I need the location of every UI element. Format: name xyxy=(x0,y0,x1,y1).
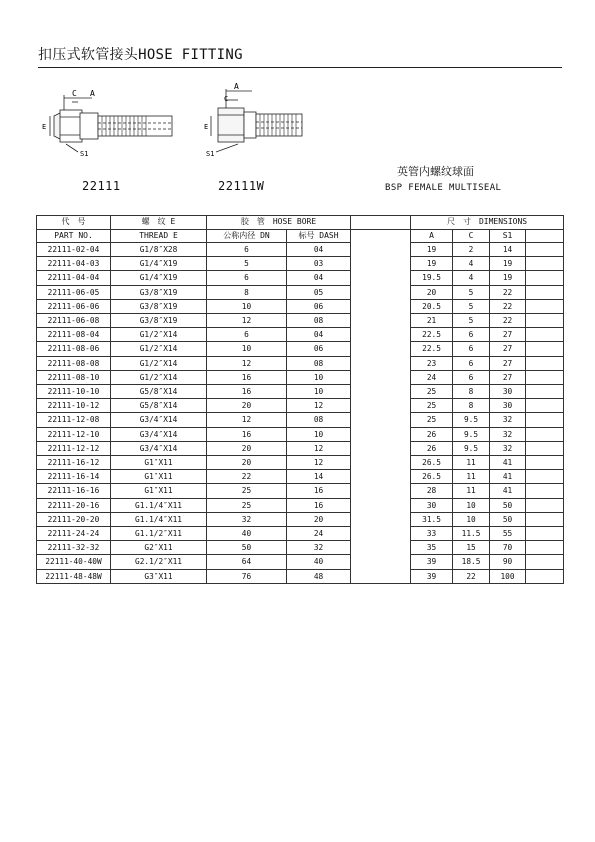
cell-dash: 14 xyxy=(287,470,351,484)
cell-s1: 22 xyxy=(490,285,526,299)
cell-a: 28 xyxy=(411,484,453,498)
table-row xyxy=(37,470,564,484)
cell-s1: 27 xyxy=(490,370,526,384)
trailing-cell xyxy=(526,243,564,257)
description-cn: 英管内螺纹球面 xyxy=(397,165,474,178)
cell-dn: 76 xyxy=(207,569,287,583)
table-row xyxy=(37,370,564,384)
trailing-cell xyxy=(526,399,564,413)
cell-thread: G1.1/4″X11 xyxy=(111,512,207,526)
cell-thread: G2″X11 xyxy=(111,541,207,555)
cell-s1: 32 xyxy=(490,441,526,455)
trailing-cell xyxy=(526,370,564,384)
header-a: A xyxy=(411,229,453,243)
cell-dn: 12 xyxy=(207,413,287,427)
spacer-cell xyxy=(351,555,411,569)
cell-s1: 14 xyxy=(490,243,526,257)
cell-dash: 04 xyxy=(287,328,351,342)
cell-part-no: 22111-06-05 xyxy=(37,285,111,299)
trailing-cell xyxy=(526,456,564,470)
cell-c: 5 xyxy=(453,314,490,328)
trailing-cell xyxy=(526,385,564,399)
cell-c: 11.5 xyxy=(453,527,490,541)
cell-c: 6 xyxy=(453,370,490,384)
description-en: BSP FEMALE MULTISEAL xyxy=(385,183,502,193)
cell-a: 24 xyxy=(411,370,453,384)
header-dn: 公称内径 DN xyxy=(207,229,287,243)
title-divider xyxy=(38,67,562,68)
cell-dash: 04 xyxy=(287,271,351,285)
cell-c: 10 xyxy=(453,512,490,526)
cell-part-no: 22111-12-10 xyxy=(37,427,111,441)
cell-a: 19 xyxy=(411,257,453,271)
cell-thread: G1/2″X14 xyxy=(111,328,207,342)
cell-thread: G5/8″X14 xyxy=(111,385,207,399)
cell-s1: 27 xyxy=(490,356,526,370)
spacer-cell xyxy=(351,527,411,541)
cell-c: 10 xyxy=(453,498,490,512)
cell-a: 19.5 xyxy=(411,271,453,285)
cell-a: 20 xyxy=(411,285,453,299)
table-row xyxy=(37,342,564,356)
trailing-cell xyxy=(526,527,564,541)
cell-part-no: 22111-12-08 xyxy=(37,413,111,427)
cell-c: 8 xyxy=(453,385,490,399)
cell-s1: 22 xyxy=(490,314,526,328)
cell-s1: 90 xyxy=(490,555,526,569)
cell-dn: 8 xyxy=(207,285,287,299)
header-dash: 标号 DASH xyxy=(287,229,351,243)
cell-s1: 30 xyxy=(490,385,526,399)
cell-dn: 6 xyxy=(207,243,287,257)
cell-c: 6 xyxy=(453,356,490,370)
cell-part-no: 22111-20-20 xyxy=(37,512,111,526)
spacer-cell xyxy=(351,456,411,470)
label-c: C xyxy=(224,95,229,103)
trailing-cell xyxy=(526,285,564,299)
cell-s1: 22 xyxy=(490,299,526,313)
cell-a: 30 xyxy=(411,498,453,512)
label-s1: S1 xyxy=(80,150,89,158)
table-row xyxy=(37,271,564,285)
cell-part-no: 22111-10-10 xyxy=(37,385,111,399)
cell-dn: 20 xyxy=(207,399,287,413)
trailing-cell xyxy=(526,441,564,455)
table-row xyxy=(37,257,564,271)
cell-dash: 24 xyxy=(287,527,351,541)
cell-dash: 10 xyxy=(287,370,351,384)
cell-dash: 16 xyxy=(287,484,351,498)
header-row-1 xyxy=(37,216,564,230)
spacer-cell xyxy=(351,512,411,526)
header-dimensions: 尺 寸 DIMENSIONS xyxy=(411,216,564,230)
table-row xyxy=(37,441,564,455)
cell-dn: 10 xyxy=(207,299,287,313)
cell-a: 25 xyxy=(411,385,453,399)
table-row xyxy=(37,399,564,413)
cell-c: 4 xyxy=(453,257,490,271)
cell-a: 21 xyxy=(411,314,453,328)
cell-dn: 20 xyxy=(207,456,287,470)
cell-thread: G1″X11 xyxy=(111,484,207,498)
cell-part-no: 22111-04-04 xyxy=(37,271,111,285)
header-part-cn: 代 号 xyxy=(37,216,111,230)
cell-part-no: 22111-16-14 xyxy=(37,470,111,484)
cell-thread: G2.1/2″X11 xyxy=(111,555,207,569)
cell-dash: 12 xyxy=(287,456,351,470)
header-thread-en: THREAD E xyxy=(111,229,207,243)
table-row xyxy=(37,555,564,569)
table-row xyxy=(37,413,564,427)
cell-c: 6 xyxy=(453,342,490,356)
trailing-cell xyxy=(526,328,564,342)
table-row xyxy=(37,427,564,441)
spacer-cell xyxy=(351,356,411,370)
cell-part-no: 22111-40-40W xyxy=(37,555,111,569)
table-row xyxy=(37,541,564,555)
cell-dash: 03 xyxy=(287,257,351,271)
spacer-cell xyxy=(351,399,411,413)
header-c: C xyxy=(453,229,490,243)
cell-c: 18.5 xyxy=(453,555,490,569)
cell-dn: 6 xyxy=(207,271,287,285)
cell-dash: 48 xyxy=(287,569,351,583)
spacer-cell xyxy=(351,243,411,257)
spacer-cell xyxy=(351,257,411,271)
cell-thread: G5/8″X14 xyxy=(111,399,207,413)
spacer-cell xyxy=(351,328,411,342)
cell-a: 20.5 xyxy=(411,299,453,313)
header-part-en: PART NO. xyxy=(37,229,111,243)
spacer-cell xyxy=(351,370,411,384)
spacer-cell xyxy=(351,413,411,427)
cell-dash: 05 xyxy=(287,285,351,299)
cell-s1: 41 xyxy=(490,484,526,498)
label-s1: S1 xyxy=(206,150,215,158)
cell-a: 39 xyxy=(411,569,453,583)
table-row xyxy=(37,243,564,257)
cell-dn: 5 xyxy=(207,257,287,271)
cell-s1: 100 xyxy=(490,569,526,583)
cell-dn: 25 xyxy=(207,498,287,512)
label-e: E xyxy=(42,123,47,131)
cell-thread: G1/8″X28 xyxy=(111,243,207,257)
cell-part-no: 22111-08-08 xyxy=(37,356,111,370)
header-thread-cn: 螺 纹 E xyxy=(111,216,207,230)
cell-a: 31.5 xyxy=(411,512,453,526)
trailing-cell xyxy=(526,342,564,356)
cell-part-no: 22111-16-16 xyxy=(37,484,111,498)
cell-thread: G3/8″X19 xyxy=(111,285,207,299)
cell-a: 33 xyxy=(411,527,453,541)
table-row xyxy=(37,314,564,328)
cell-dn: 22 xyxy=(207,470,287,484)
cell-part-no: 22111-10-12 xyxy=(37,399,111,413)
cell-c: 9.5 xyxy=(453,413,490,427)
model-number-22111w: 22111W xyxy=(218,179,265,193)
cell-c: 6 xyxy=(453,328,490,342)
spacer-cell xyxy=(351,427,411,441)
header-s1: S1 xyxy=(490,229,526,243)
cell-part-no: 22111-32-32 xyxy=(37,541,111,555)
spacer-cell xyxy=(351,541,411,555)
specification-table xyxy=(36,215,564,584)
cell-thread: G1/2″X14 xyxy=(111,356,207,370)
cell-dn: 12 xyxy=(207,314,287,328)
spacer-cell xyxy=(351,385,411,399)
cell-dn: 12 xyxy=(207,356,287,370)
cell-dn: 50 xyxy=(207,541,287,555)
cell-thread: G1/4″X19 xyxy=(111,257,207,271)
cell-dn: 10 xyxy=(207,342,287,356)
cell-c: 5 xyxy=(453,299,490,313)
cell-s1: 27 xyxy=(490,342,526,356)
trailing-cell xyxy=(526,257,564,271)
cell-a: 26.5 xyxy=(411,470,453,484)
cell-a: 26 xyxy=(411,427,453,441)
spacer-cell xyxy=(351,569,411,583)
cell-a: 19 xyxy=(411,243,453,257)
cell-part-no: 22111-02-04 xyxy=(37,243,111,257)
cell-s1: 32 xyxy=(490,427,526,441)
model-number-22111: 22111 xyxy=(82,179,121,193)
table-row xyxy=(37,285,564,299)
cell-dn: 6 xyxy=(207,328,287,342)
cell-a: 25 xyxy=(411,399,453,413)
cell-c: 4 xyxy=(453,271,490,285)
table-row xyxy=(37,527,564,541)
table-row xyxy=(37,512,564,526)
cell-s1: 41 xyxy=(490,470,526,484)
table-row xyxy=(37,299,564,313)
cell-c: 8 xyxy=(453,399,490,413)
trailing-cell xyxy=(526,299,564,313)
label-c: C xyxy=(72,89,77,98)
cell-part-no: 22111-12-12 xyxy=(37,441,111,455)
trailing-cell xyxy=(526,314,564,328)
trailing-cell xyxy=(526,229,564,243)
trailing-cell xyxy=(526,541,564,555)
trailing-cell xyxy=(526,427,564,441)
cell-dn: 64 xyxy=(207,555,287,569)
cell-dash: 08 xyxy=(287,314,351,328)
trailing-cell xyxy=(526,271,564,285)
spacer-cell xyxy=(351,229,411,243)
cell-s1: 41 xyxy=(490,456,526,470)
cell-dn: 16 xyxy=(207,427,287,441)
cell-thread: G1/2″X14 xyxy=(111,370,207,384)
cell-thread: G1″X11 xyxy=(111,470,207,484)
cell-thread: G1.1/2″X11 xyxy=(111,527,207,541)
table-row xyxy=(37,498,564,512)
cell-part-no: 22111-04-03 xyxy=(37,257,111,271)
trailing-cell xyxy=(526,413,564,427)
cell-c: 15 xyxy=(453,541,490,555)
cell-thread: G1/4″X19 xyxy=(111,271,207,285)
cell-thread: G3/4″X14 xyxy=(111,441,207,455)
spacer-cell xyxy=(351,285,411,299)
cell-c: 22 xyxy=(453,569,490,583)
cell-a: 26.5 xyxy=(411,456,453,470)
cell-s1: 70 xyxy=(490,541,526,555)
cell-part-no: 22111-08-10 xyxy=(37,370,111,384)
cell-s1: 50 xyxy=(490,498,526,512)
cell-dn: 16 xyxy=(207,370,287,384)
cell-dash: 32 xyxy=(287,541,351,555)
cell-c: 5 xyxy=(453,285,490,299)
cell-dash: 12 xyxy=(287,399,351,413)
spacer-cell xyxy=(351,441,411,455)
dimension-line-s1 xyxy=(66,144,78,152)
table-row xyxy=(37,356,564,370)
cell-thread: G3″X11 xyxy=(111,569,207,583)
cell-thread: G3/8″X19 xyxy=(111,314,207,328)
trailing-cell xyxy=(526,356,564,370)
spacer-cell xyxy=(351,342,411,356)
table-row xyxy=(37,456,564,470)
cell-dn: 20 xyxy=(207,441,287,455)
spacer-cell xyxy=(351,271,411,285)
cell-s1: 19 xyxy=(490,271,526,285)
cell-part-no: 22111-48-48W xyxy=(37,569,111,583)
page-title: 扣压式软管接头HOSE FITTING xyxy=(38,47,243,63)
header-hose-bore: 胶 管 HOSE BORE xyxy=(207,216,351,230)
cell-a: 23 xyxy=(411,356,453,370)
trailing-cell xyxy=(526,470,564,484)
dimension-line-s1 xyxy=(216,144,238,152)
cell-dn: 16 xyxy=(207,385,287,399)
cell-c: 11 xyxy=(453,484,490,498)
cell-s1: 32 xyxy=(490,413,526,427)
table-row xyxy=(37,385,564,399)
trailing-cell xyxy=(526,569,564,583)
cell-a: 39 xyxy=(411,555,453,569)
trailing-cell xyxy=(526,555,564,569)
header-row-2 xyxy=(37,229,564,243)
cell-a: 22.5 xyxy=(411,328,453,342)
label-e: E xyxy=(204,123,209,131)
cell-dash: 16 xyxy=(287,498,351,512)
spacer-cell xyxy=(351,470,411,484)
cell-s1: 50 xyxy=(490,512,526,526)
spacer-cell xyxy=(351,484,411,498)
cell-c: 2 xyxy=(453,243,490,257)
cell-c: 11 xyxy=(453,470,490,484)
label-a: A xyxy=(234,82,239,91)
cell-s1: 27 xyxy=(490,328,526,342)
cell-dash: 06 xyxy=(287,299,351,313)
cell-dash: 12 xyxy=(287,441,351,455)
cell-dash: 10 xyxy=(287,427,351,441)
fitting-drawing-22111w xyxy=(202,82,312,164)
cell-part-no: 22111-24-24 xyxy=(37,527,111,541)
cell-part-no: 22111-06-06 xyxy=(37,299,111,313)
cell-a: 22.5 xyxy=(411,342,453,356)
cell-a: 25 xyxy=(411,413,453,427)
label-a: A xyxy=(90,89,95,98)
trailing-cell xyxy=(526,498,564,512)
cell-dash: 08 xyxy=(287,356,351,370)
cell-dash: 06 xyxy=(287,342,351,356)
cell-part-no: 22111-16-12 xyxy=(37,456,111,470)
trailing-cell xyxy=(526,512,564,526)
cell-dn: 40 xyxy=(207,527,287,541)
cell-c: 9.5 xyxy=(453,441,490,455)
cell-dash: 08 xyxy=(287,413,351,427)
cell-dn: 32 xyxy=(207,512,287,526)
cell-thread: G1.1/4″X11 xyxy=(111,498,207,512)
cell-thread: G1″X11 xyxy=(111,456,207,470)
table-row xyxy=(37,328,564,342)
spacer-cell xyxy=(351,314,411,328)
cell-c: 9.5 xyxy=(453,427,490,441)
cell-a: 35 xyxy=(411,541,453,555)
cell-thread: G3/4″X14 xyxy=(111,427,207,441)
cell-s1: 30 xyxy=(490,399,526,413)
cell-thread: G1/2″X14 xyxy=(111,342,207,356)
cell-c: 11 xyxy=(453,456,490,470)
cell-dash: 10 xyxy=(287,385,351,399)
trailing-cell xyxy=(526,484,564,498)
cell-dash: 40 xyxy=(287,555,351,569)
spacer-cell xyxy=(351,216,411,230)
cell-s1: 19 xyxy=(490,257,526,271)
table-row xyxy=(37,484,564,498)
spacer-cell xyxy=(351,299,411,313)
cell-s1: 55 xyxy=(490,527,526,541)
cell-part-no: 22111-06-08 xyxy=(37,314,111,328)
cell-part-no: 22111-08-04 xyxy=(37,328,111,342)
cell-part-no: 22111-20-16 xyxy=(37,498,111,512)
cell-a: 26 xyxy=(411,441,453,455)
cell-thread: G3/8″X19 xyxy=(111,299,207,313)
cell-thread: G3/4″X14 xyxy=(111,413,207,427)
cell-dash: 20 xyxy=(287,512,351,526)
cell-dash: 04 xyxy=(287,243,351,257)
table-row xyxy=(37,569,564,583)
cell-part-no: 22111-08-06 xyxy=(37,342,111,356)
spacer-cell xyxy=(351,498,411,512)
cell-dn: 25 xyxy=(207,484,287,498)
fitting-drawing-22111 xyxy=(42,86,182,164)
